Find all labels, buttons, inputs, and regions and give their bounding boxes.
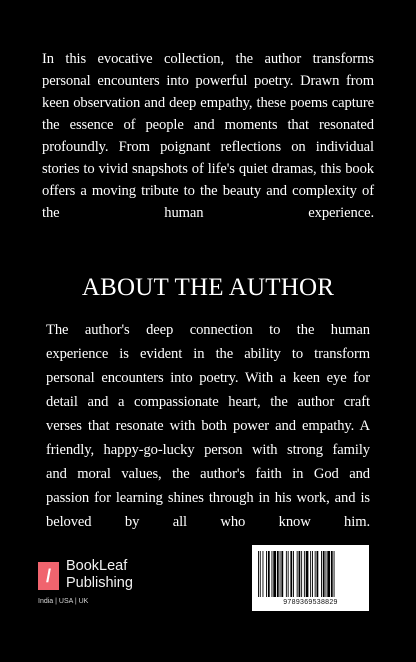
about-author-heading: ABOUT THE AUTHOR <box>81 274 335 301</box>
barcode-bar <box>321 551 322 597</box>
barcode-bar <box>323 551 325 597</box>
barcode-bar <box>304 551 305 597</box>
barcode-bar <box>280 551 281 597</box>
publisher-mark-glyph: / <box>45 565 51 586</box>
barcode-bar <box>327 551 330 597</box>
blurb-line: the human experience. <box>42 205 374 221</box>
publisher-name <box>66 558 133 592</box>
blurb-line: personal encounters into powerful poetry. Drawn from <box>42 73 374 89</box>
blurb-line: stories to vivid snapshots of life's quiet dramas, this book <box>42 161 374 177</box>
barcode-bar <box>326 551 327 597</box>
barcode-bar <box>281 551 283 597</box>
barcode-bar <box>258 551 259 597</box>
barcode-bar <box>310 551 311 597</box>
barcode-bar <box>286 551 287 597</box>
blurb-line: profoundly. From poignant reflections on individual <box>42 139 374 155</box>
barcode-bar <box>272 551 273 597</box>
author-bio <box>46 318 370 534</box>
publisher-logo <box>38 560 178 610</box>
back-cover-blurb <box>42 48 374 224</box>
publisher-mark-icon <box>38 562 59 590</box>
bio-line: passion for learning shines through in his work, and is <box>46 490 370 506</box>
publisher-name-line2: Publishing <box>66 575 133 591</box>
blurb-line: In this evocative collection, the author transforms <box>42 51 374 67</box>
barcode-bar <box>273 551 276 597</box>
publisher-regions: India | USA | UK <box>38 598 89 605</box>
bio-line: friendly, happy-go-lucky person with strong family <box>46 442 370 458</box>
barcode-bar <box>288 551 289 597</box>
bio-line: The author's deep connection to the human <box>46 322 370 338</box>
bio-line: experience is evident in the ability to transform <box>46 346 370 362</box>
bio-line: personal encounters into poetry. With a keen eye for <box>46 370 370 386</box>
isbn-barcode <box>252 545 369 611</box>
barcode-bar <box>297 551 298 597</box>
blurb-line: the essence of people and moments that resonated <box>42 117 374 133</box>
barcode-bar <box>260 551 261 597</box>
barcode-bar <box>334 551 335 597</box>
barcode-bar <box>266 551 267 597</box>
bio-line: and moral values, the author's faith in God and <box>46 466 370 482</box>
bio-line: beloved by all who know him. <box>46 514 370 530</box>
isbn-number: 9789369538829 <box>283 599 338 606</box>
barcode-bar <box>306 551 309 597</box>
barcode-bar <box>301 551 302 597</box>
blurb-line: keen observation and deep empathy, these poems capture <box>42 95 374 111</box>
barcode-bar <box>331 551 333 597</box>
publisher-name-line1: BookLeaf <box>66 558 128 574</box>
barcode-bar <box>268 551 270 597</box>
barcode-bar <box>290 551 292 597</box>
bio-line: verses that resonate with both power and empathy. A <box>46 418 370 434</box>
barcode-bar <box>277 551 279 597</box>
barcode-bar <box>293 551 294 597</box>
barcode-bars-icon <box>258 551 363 597</box>
blurb-line: offers a moving tribute to the beauty and complexity of <box>42 183 374 199</box>
barcode-bar <box>312 551 313 597</box>
barcode-bar <box>263 551 264 597</box>
barcode-bar <box>315 551 316 597</box>
barcode-bar <box>299 551 301 597</box>
barcode-bar <box>317 551 319 597</box>
bio-line: detail and a compassionate heart, the author craft <box>46 394 370 410</box>
